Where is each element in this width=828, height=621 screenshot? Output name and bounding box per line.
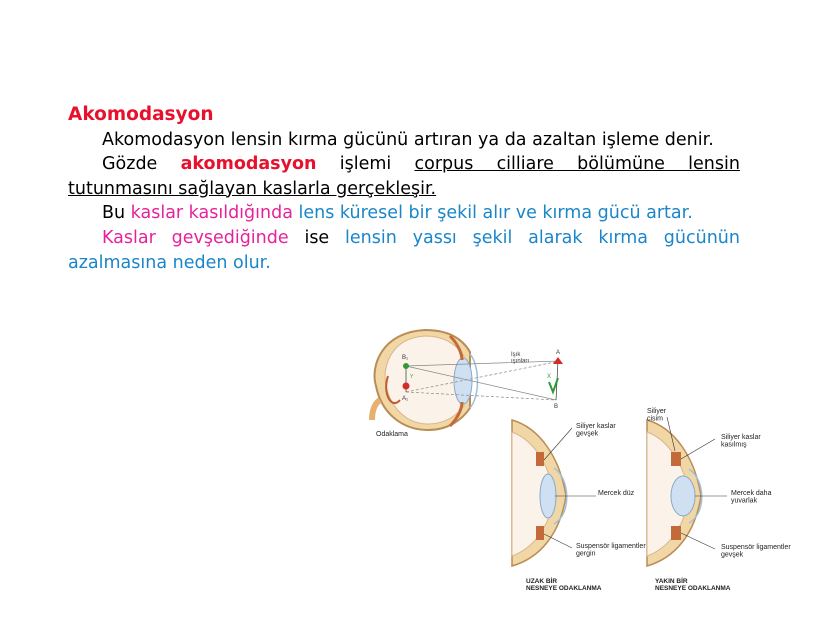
point-a-label: A — [556, 350, 561, 356]
far-ligament-label: Suspensör ligamentler gergin — [576, 543, 646, 558]
near-focus-figure — [645, 403, 791, 594]
page-title: Akomodasyon — [68, 104, 214, 125]
contraction-blue: lens küresel bir şekil alır ve kırma gücü artar. — [292, 203, 693, 224]
paragraph-mechanism — [68, 152, 740, 201]
relaxation-mid: ise — [288, 227, 346, 248]
paragraph-relaxation — [68, 226, 740, 275]
far-focus-illustration — [510, 408, 646, 594]
near-focus-illustration — [645, 403, 791, 594]
rays-label: Işık ışınları — [511, 352, 530, 365]
definition-text: Akomodasyon lensin kırma gücünü artıran ya da azaltan işleme denir. — [102, 129, 714, 150]
far-caption: UZAK BİR NESNEYE ODAKLANMA — [526, 578, 602, 593]
akomodasyon-keyword: akomodasyon — [180, 154, 317, 175]
near-body-label: Siliyer cisim — [647, 408, 667, 423]
point-b-label: B — [554, 404, 559, 410]
focus-caption: Odaklama — [376, 431, 408, 438]
mechanism-mid: işlemi — [316, 154, 415, 175]
relaxation-blue: lensin yassı şekil alarak kırma gücünün azalmasına neden olur. — [68, 227, 740, 273]
paragraph-contraction — [68, 201, 740, 226]
contraction-pink: kaslar kasıldığında — [130, 203, 293, 224]
mechanism-underlined: corpus cilliare bölümüne lensin tutunmasını sağlayan kaslarla gerçekleşir. — [68, 154, 740, 199]
b1-label: B₁ — [402, 355, 409, 361]
near-ciliary-label: Siliyer kaslar kasılmış — [721, 434, 761, 449]
near-ligament-label: Suspensör ligamentler gevşek — [721, 544, 791, 559]
y-label: Y — [410, 374, 414, 380]
mechanism-lead: Gözde — [102, 154, 181, 175]
far-lens-label: Mercek düz — [598, 490, 635, 497]
relaxation-pink: Kaslar gevşediğinde — [102, 227, 289, 248]
near-lens-label: Mercek daha yuvarlak — [731, 490, 772, 505]
x-label: X — [547, 374, 552, 380]
contraction-lead: Bu — [102, 203, 131, 224]
a1-label: A₁ — [402, 396, 409, 402]
far-ciliary-label: Siliyer kaslar gevşek — [576, 423, 616, 438]
far-focus-figure — [510, 408, 646, 594]
near-caption: YAKIN BİR NESNEYE ODAKLANMA — [655, 578, 731, 593]
content — [68, 103, 740, 275]
paragraph-definition — [68, 128, 740, 153]
